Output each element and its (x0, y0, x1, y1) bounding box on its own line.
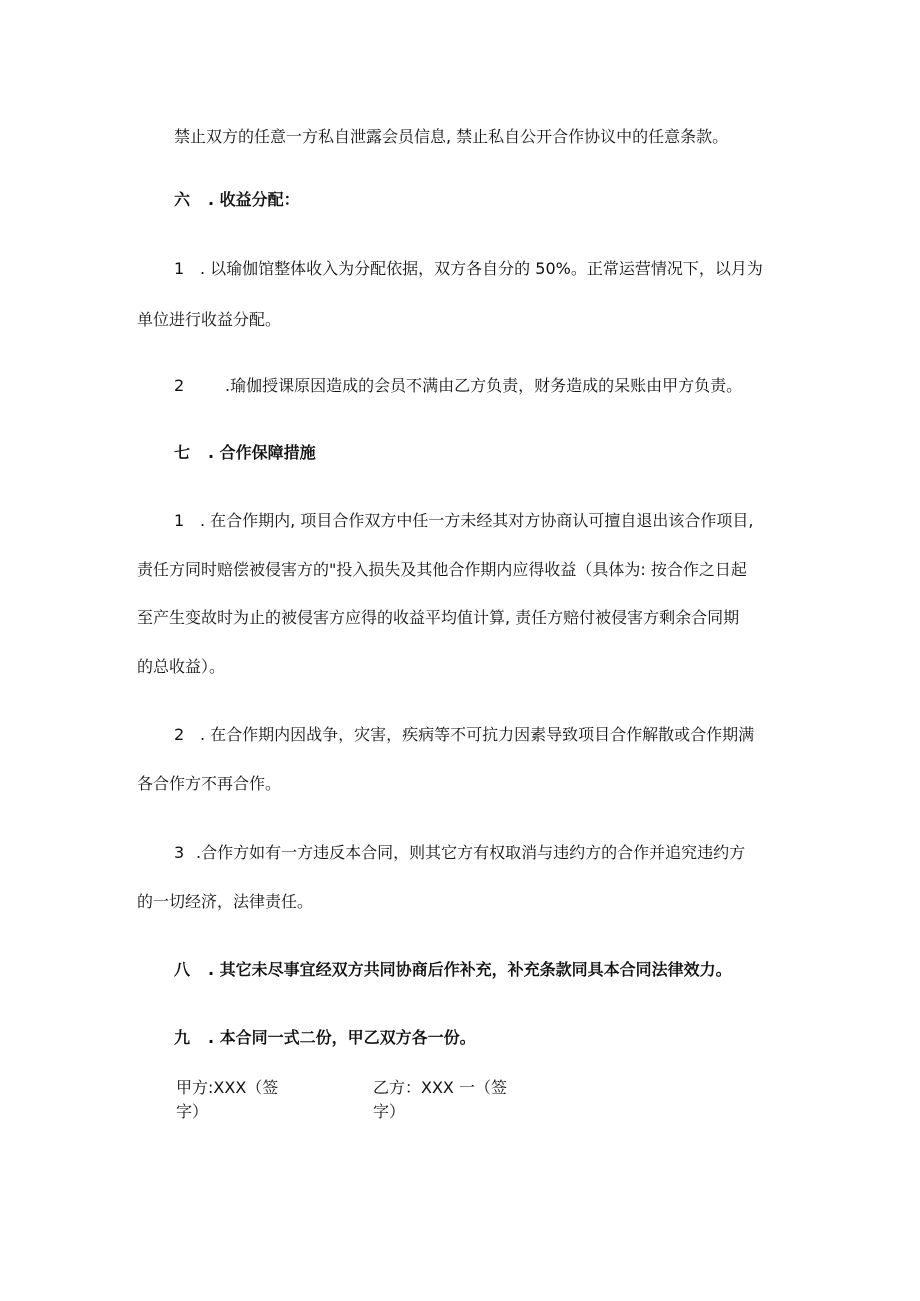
item-text: .瑜伽授课原因造成的会员不满由乙方负责，财务造成的呆账由甲方负责。 (225, 376, 743, 395)
s7-item3-line2: 的一切经济，法律责任。 (137, 892, 314, 911)
section-title: . 收益分配： (208, 190, 300, 209)
party-a-label: 甲方:XXX（签 (176, 1078, 279, 1097)
party-b-signature (373, 1076, 507, 1124)
section-text: . 本合同一式二份，甲乙双方各一份。 (208, 1028, 476, 1047)
item-number: 1 (174, 511, 185, 530)
item-number: 2 (174, 725, 185, 744)
item-text: . 在合作期内因战争，灾害，疾病等不可抗力因素导致项目合作解散或合作期满 (200, 725, 755, 744)
section-9 (174, 1027, 476, 1049)
section-number: 七 (174, 443, 191, 462)
paragraph-confidentiality: 禁止双方的任意一方私自泄露会员信息, 禁止私自公开合作协议中的任意条款。 (174, 127, 729, 146)
item-number: 1 (174, 259, 185, 278)
s7-item1-line2: 责任方同时赔偿被侵害方的"投入损失及其他合作期内应得收益（具体为: 按合作之日起 (137, 560, 747, 579)
item-text: .合作方如有一方违反本合同，则其它方有权取消与违约方的合作并追究违约方 (196, 843, 746, 862)
s7-item2-line1 (174, 724, 754, 746)
section-6-heading (174, 189, 300, 211)
party-b-label-cont: 字） (373, 1102, 406, 1121)
section-8 (174, 959, 732, 981)
s7-item1-line1 (174, 510, 753, 532)
section-number: 六 (174, 190, 191, 209)
s7-item2-line2: 各合作方不再合作。 (137, 774, 282, 793)
section-title: . 合作保障措施 (208, 443, 316, 462)
item-text: . 以瑜伽馆整体收入为分配依据，双方各自分的 50%。正常运营情况下，以月为 (200, 259, 763, 278)
party-a-signature (176, 1076, 278, 1124)
s6-item2 (174, 375, 742, 397)
item-text: . 在合作期内, 项目合作双方中任一方未经其对方协商认可擅自退出该合作项目, (200, 511, 754, 530)
section-number: 八 (174, 960, 191, 979)
s6-item1-line2: 单位进行收益分配。 (137, 310, 282, 329)
s7-item3-line1 (174, 842, 745, 864)
section-text: . 其它未尽事宜经双方共同协商后作补充，补充条款同具本合同法律效力。 (208, 960, 732, 979)
section-number: 九 (174, 1028, 191, 1047)
item-number: 2 (174, 376, 185, 395)
s7-item1-line4: 的总收益）。 (137, 657, 226, 676)
party-b-label: 乙方：XXX 一（签 (373, 1078, 507, 1097)
party-a-label-cont: 字） (176, 1102, 209, 1121)
s7-item1-line3: 至产生变故时为止的被侵害方应得的收益平均值计算, 责任方赔付被侵害方剩余合同期 (137, 608, 740, 627)
section-7-heading (174, 442, 316, 464)
item-number: 3 (174, 843, 185, 862)
s6-item1-line1 (174, 258, 763, 280)
